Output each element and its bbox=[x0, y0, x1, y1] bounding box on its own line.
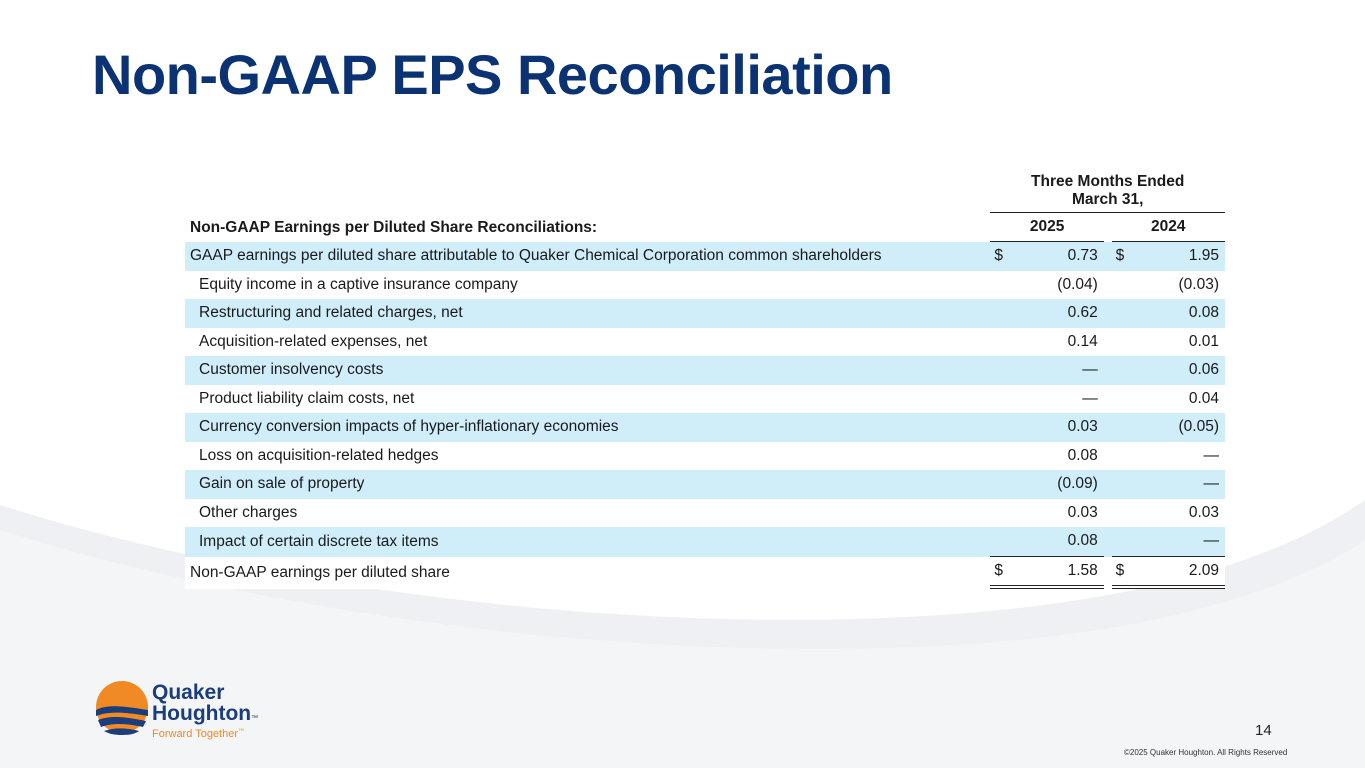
table-row bbox=[185, 356, 1225, 385]
logo-text-houghton bbox=[152, 703, 258, 730]
table-row bbox=[185, 470, 1225, 499]
column-gap bbox=[1104, 499, 1112, 528]
currency-symbol-2024 bbox=[1112, 299, 1130, 328]
value-2025: — bbox=[1008, 356, 1104, 385]
column-gap bbox=[1104, 328, 1112, 357]
currency-symbol-2024 bbox=[1112, 271, 1130, 300]
logo-text-houghton-word: Houghton bbox=[152, 702, 252, 725]
value-2025: 0.62 bbox=[1008, 299, 1104, 328]
page-title: Non-GAAP EPS Reconciliation bbox=[92, 43, 893, 106]
logo-trademark: ™ bbox=[251, 715, 259, 722]
value-2024: (0.05) bbox=[1129, 413, 1225, 442]
value-2025: 0.03 bbox=[1067, 503, 1098, 521]
currency-symbol-2025: $ bbox=[990, 242, 1008, 271]
period-header-row bbox=[185, 168, 1225, 213]
row-label: Restructuring and related charges, net bbox=[185, 299, 990, 328]
value-2025: 1.58 bbox=[1008, 557, 1104, 590]
year-2024-header: 2024 bbox=[1112, 213, 1225, 242]
row-label: Loss on acquisition-related hedges bbox=[199, 446, 439, 464]
value-2025: 0.03 bbox=[1008, 413, 1104, 442]
row-label: Impact of certain discrete tax items bbox=[185, 527, 990, 557]
value-2024: 0.03 bbox=[1188, 503, 1219, 521]
column-gap bbox=[1104, 527, 1112, 557]
currency-symbol-2025 bbox=[990, 470, 1008, 499]
value-2024: — bbox=[1129, 527, 1225, 557]
logo-tagline bbox=[152, 728, 244, 740]
table-row bbox=[185, 499, 1225, 528]
currency-symbol-2025 bbox=[990, 499, 1008, 528]
row-label: Acquisition-related expenses, net bbox=[199, 332, 428, 350]
table-row bbox=[185, 527, 1225, 557]
currency-symbol-2024 bbox=[1112, 442, 1130, 471]
value-2025: (0.09) bbox=[1008, 470, 1104, 499]
company-logo bbox=[95, 680, 270, 755]
currency-symbol-2024: $ bbox=[1112, 557, 1130, 590]
table-row bbox=[185, 442, 1225, 471]
currency-symbol-2025 bbox=[990, 385, 1008, 414]
table-row bbox=[185, 328, 1225, 357]
column-gap bbox=[1104, 442, 1112, 471]
value-2024: — bbox=[1129, 470, 1225, 499]
total-row bbox=[185, 557, 1225, 590]
row-label: Other charges bbox=[199, 503, 298, 521]
table-row bbox=[185, 413, 1225, 442]
column-gap bbox=[1104, 385, 1112, 414]
currency-symbol-2025 bbox=[990, 328, 1008, 357]
currency-symbol-2025 bbox=[990, 271, 1008, 300]
row-label: Gain on sale of property bbox=[185, 470, 990, 499]
copyright-notice: ©2025 Quaker Houghton. All Rights Reserved bbox=[1124, 748, 1288, 757]
currency-symbol-2024 bbox=[1112, 499, 1130, 528]
currency-symbol-2025: $ bbox=[990, 557, 1008, 590]
period-header bbox=[990, 168, 1225, 213]
period-header-line1: Three Months Ended bbox=[1031, 173, 1185, 190]
row-label: Non-GAAP earnings per diluted share bbox=[185, 557, 990, 590]
currency-symbol-2024 bbox=[1112, 470, 1130, 499]
column-gap bbox=[1104, 242, 1112, 271]
currency-symbol-2025 bbox=[990, 356, 1008, 385]
currency-symbol-2025 bbox=[990, 413, 1008, 442]
currency-symbol-2024 bbox=[1112, 328, 1130, 357]
value-2025: 0.08 bbox=[1067, 446, 1098, 464]
column-gap bbox=[1104, 470, 1112, 499]
value-2025: 0.73 bbox=[1008, 242, 1104, 271]
value-2024: 0.06 bbox=[1129, 356, 1225, 385]
logo-tagline-text: Forward Together bbox=[152, 728, 239, 740]
value-2025: — bbox=[1082, 389, 1098, 407]
table-row bbox=[185, 385, 1225, 414]
section-label: Non-GAAP Earnings per Diluted Share Reconciliations: bbox=[190, 218, 598, 236]
column-gap bbox=[1104, 299, 1112, 328]
table-row bbox=[185, 299, 1225, 328]
column-gap bbox=[1104, 271, 1112, 300]
logo-text-quaker: Quaker bbox=[152, 681, 225, 704]
value-2024: 0.01 bbox=[1188, 332, 1219, 350]
row-label: Currency conversion impacts of hyper-inflationary economies bbox=[185, 413, 990, 442]
value-2024: (0.03) bbox=[1178, 275, 1219, 293]
row-label: GAAP earnings per diluted share attributable to Quaker Chemical Corporation common shareholders bbox=[185, 242, 990, 271]
currency-symbol-2024 bbox=[1112, 356, 1130, 385]
value-2024: 1.95 bbox=[1129, 242, 1225, 271]
table-row bbox=[185, 242, 1225, 271]
currency-symbol-2025 bbox=[990, 527, 1008, 557]
value-2024: 2.09 bbox=[1129, 557, 1225, 590]
currency-symbol-2025 bbox=[990, 442, 1008, 471]
currency-symbol-2024: $ bbox=[1112, 242, 1130, 271]
currency-symbol-2024 bbox=[1112, 527, 1130, 557]
table-row bbox=[185, 271, 1225, 300]
page-number: 14 bbox=[1255, 722, 1272, 739]
column-gap bbox=[1104, 413, 1112, 442]
year-header-row bbox=[185, 213, 1225, 242]
row-label: Equity income in a captive insurance company bbox=[199, 275, 518, 293]
column-gap bbox=[1104, 356, 1112, 385]
eps-reconciliation-table bbox=[185, 168, 1225, 589]
value-2024: — bbox=[1203, 446, 1219, 464]
currency-symbol-2024 bbox=[1112, 385, 1130, 414]
value-2025: 0.14 bbox=[1067, 332, 1098, 350]
column-gap bbox=[1104, 557, 1112, 590]
value-2025: (0.04) bbox=[1057, 275, 1098, 293]
row-label: Product liability claim costs, net bbox=[199, 389, 415, 407]
quaker-houghton-logo-icon bbox=[96, 681, 148, 735]
value-2025: 0.08 bbox=[1008, 527, 1104, 557]
value-2024: 0.08 bbox=[1129, 299, 1225, 328]
row-label: Customer insolvency costs bbox=[185, 356, 990, 385]
currency-symbol-2024 bbox=[1112, 413, 1130, 442]
period-header-line2: March 31, bbox=[1071, 191, 1144, 208]
logo-tagline-tm: ™ bbox=[238, 728, 245, 735]
value-2024: 0.04 bbox=[1188, 389, 1219, 407]
year-2025-header: 2025 bbox=[990, 213, 1103, 242]
currency-symbol-2025 bbox=[990, 299, 1008, 328]
